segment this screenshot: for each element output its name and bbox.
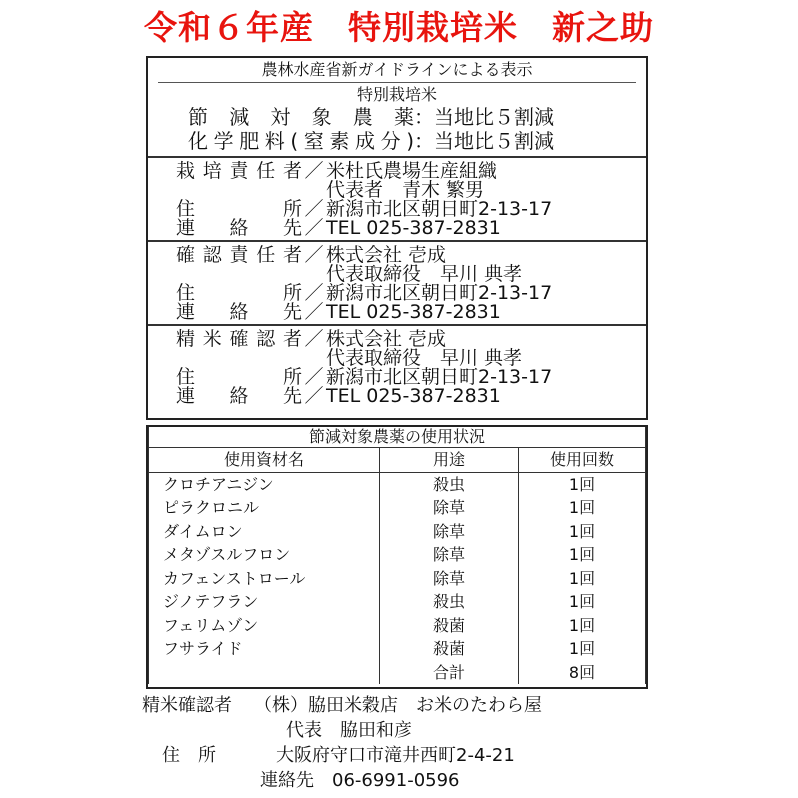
footer-info <box>142 693 542 793</box>
total-label: 合計 <box>380 661 519 685</box>
guideline-section <box>148 58 646 158</box>
use-cell: 除草 <box>380 520 519 544</box>
row-label: 連絡先 <box>176 217 302 239</box>
confirmation-responsible-section <box>148 242 646 326</box>
row-value: 株式会社 壱成 <box>326 328 447 350</box>
header-count: 使用回数 <box>519 448 646 473</box>
row-value: 新潟市北区朝日町2-13-17 <box>326 198 553 220</box>
footer-representative: 代表 脇田和彦 <box>286 720 412 741</box>
count-cell: 1回 <box>519 496 646 520</box>
row-value: 新潟市北区朝日町2-13-17 <box>326 366 553 388</box>
material-cell: ピラクロニル <box>149 496 380 520</box>
row-value: TEL 025-387-2831 <box>326 217 501 239</box>
row-separator: ／ <box>304 385 324 407</box>
row-separator: ／ <box>304 366 324 388</box>
cultivation-responsible-section <box>148 158 646 242</box>
table-row <box>149 543 646 567</box>
reduction-item-value: ：当地比５割減 <box>414 105 554 129</box>
footer-row <box>142 768 542 793</box>
row-value: 株式会社 壱成 <box>326 244 447 266</box>
use-cell: 除草 <box>380 543 519 567</box>
material-cell: メタゾスルフロン <box>149 543 380 567</box>
total-spacer-cell <box>149 661 380 685</box>
reduction-item-value: ：当地比５割減 <box>414 129 554 153</box>
footer-row <box>142 693 542 718</box>
person-row <box>176 303 646 322</box>
table-row <box>149 637 646 661</box>
page-title: 令和６年産 特別栽培米 新之助 <box>144 8 654 47</box>
header-use: 用途 <box>380 448 519 473</box>
row-value: 代表取締役 早川 典孝 <box>326 347 523 369</box>
row-separator: ／ <box>304 282 324 304</box>
count-cell: 1回 <box>519 520 646 544</box>
table-row <box>149 472 646 496</box>
row-label: 住所 <box>176 198 302 220</box>
material-cell: クロチアニジン <box>149 472 380 496</box>
table-row <box>149 520 646 544</box>
row-separator: ／ <box>304 160 324 182</box>
row-label: 住所 <box>176 366 302 388</box>
row-value: 代表者 青木 繁男 <box>326 179 485 201</box>
count-cell: 1回 <box>519 590 646 614</box>
pesticide-box <box>146 425 648 689</box>
milling-confirmer-section <box>148 326 646 418</box>
material-cell: フサライド <box>149 637 380 661</box>
material-cell: フェリムゾン <box>149 614 380 638</box>
reduction-item-name: 化学肥料(窒素成分) <box>188 129 414 153</box>
row-separator: ／ <box>304 198 324 220</box>
count-cell: 1回 <box>519 614 646 638</box>
footer-row <box>142 718 542 743</box>
footer-row <box>142 743 542 768</box>
footer-label: 精米確認者 <box>142 695 232 716</box>
row-label: 精米確認者 <box>176 328 302 350</box>
label-box <box>146 56 648 420</box>
count-cell: 1回 <box>519 637 646 661</box>
use-cell: 除草 <box>380 567 519 591</box>
row-label: 連絡先 <box>176 385 302 407</box>
person-row <box>176 219 646 238</box>
use-cell: 殺虫 <box>380 590 519 614</box>
footer-shop-name: （株）脇田米穀店 お米のたわら屋 <box>254 695 542 716</box>
row-value: 代表取締役 早川 典孝 <box>326 263 523 285</box>
row-separator: ／ <box>304 328 324 350</box>
guideline-heading: 農林水産省新ガイドラインによる表示 <box>158 58 636 83</box>
reduction-item-name: 節減対象農薬 <box>188 105 414 129</box>
footer-address: 大阪府守口市滝井西町2-4-21 <box>276 745 515 766</box>
row-value: 新潟市北区朝日町2-13-17 <box>326 282 553 304</box>
pesticide-table-caption: 節減対象農薬の使用状況 <box>149 427 646 448</box>
material-cell: カフェンストロール <box>149 567 380 591</box>
row-label: 連絡先 <box>176 301 302 323</box>
row-value: TEL 025-387-2831 <box>326 385 501 407</box>
total-value: 8回 <box>519 661 646 685</box>
footer-label: 住 所 <box>162 745 216 766</box>
row-separator: ／ <box>304 301 324 323</box>
row-value: 米杜氏農場生産組織 <box>326 160 498 182</box>
header-material: 使用資材名 <box>149 448 380 473</box>
count-cell: 1回 <box>519 567 646 591</box>
table-row <box>149 496 646 520</box>
table-row <box>149 567 646 591</box>
use-cell: 殺虫 <box>380 472 519 496</box>
pesticide-table <box>148 427 646 684</box>
row-separator: ／ <box>304 217 324 239</box>
material-cell: ジノテフラン <box>149 590 380 614</box>
use-cell: 殺菌 <box>380 637 519 661</box>
row-label: 確認責任者 <box>176 244 302 266</box>
category-label: 特別栽培米 <box>356 85 437 104</box>
material-cell: ダイムロン <box>149 520 380 544</box>
row-label: 住所 <box>176 282 302 304</box>
footer-contact: 連絡先 06-6991-0596 <box>260 770 460 791</box>
total-row <box>149 661 646 685</box>
person-row <box>176 387 646 406</box>
row-label: 栽培責任者 <box>176 160 302 182</box>
use-cell: 除草 <box>380 496 519 520</box>
row-value: TEL 025-387-2831 <box>326 301 501 323</box>
row-separator: ／ <box>304 244 324 266</box>
use-cell: 殺菌 <box>380 614 519 638</box>
table-row <box>149 614 646 638</box>
reduction-list <box>148 105 646 153</box>
table-row <box>149 590 646 614</box>
count-cell: 1回 <box>519 472 646 496</box>
count-cell: 1回 <box>519 543 646 567</box>
